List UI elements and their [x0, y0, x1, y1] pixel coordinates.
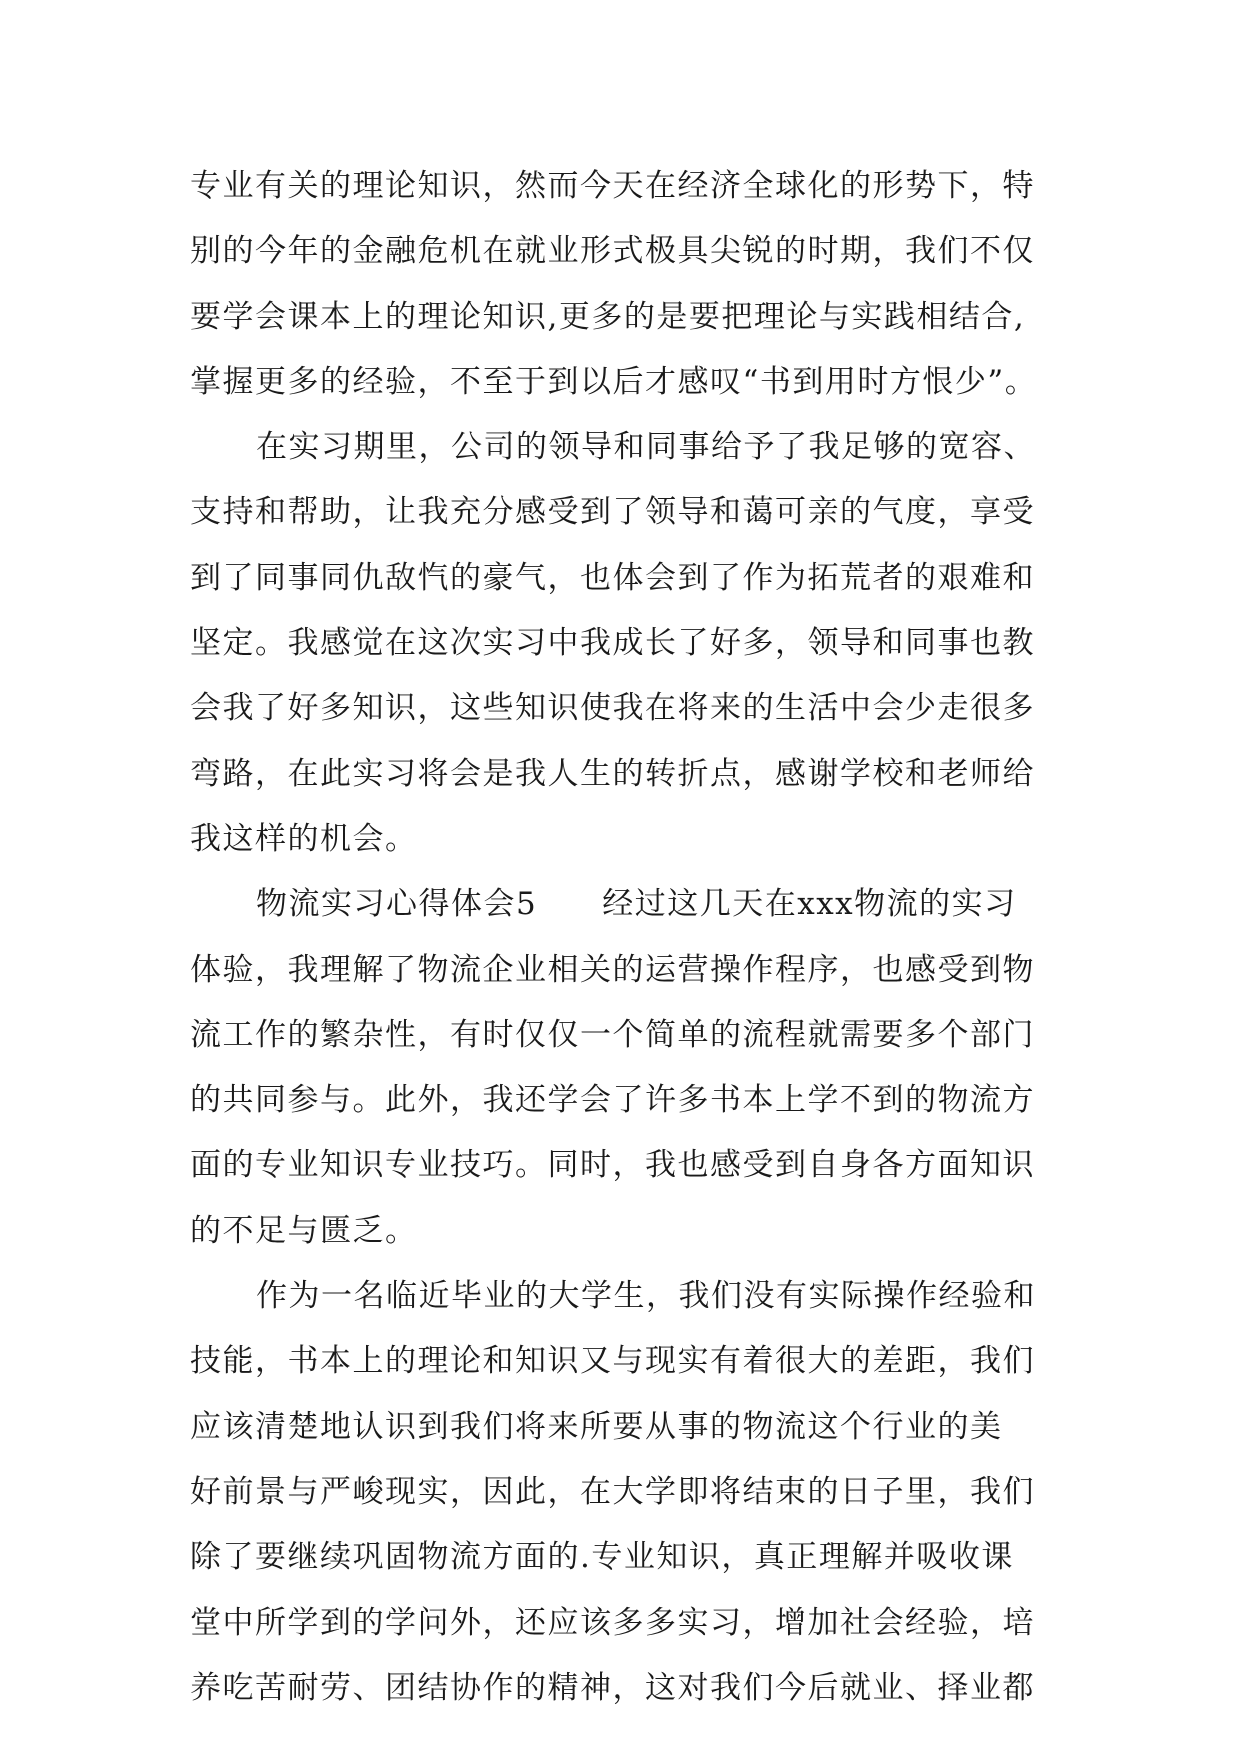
- text-line: 到了同事同仇敌忾的豪气，也体会到了作为拓荒者的艰难和: [190, 559, 1035, 596]
- paragraph-first-line: 作为一名临近毕业的大学生，我们没有实际操作经验和: [256, 1278, 1036, 1315]
- text-line: 的不足与匮乏。: [190, 1212, 418, 1249]
- text-line: 养吃苦耐劳、团结协作的精神，这对我们今后就业、择业都: [190, 1669, 1035, 1706]
- paragraph-first-line: 物流实习心得体会5 经过这几天在xxx物流的实习: [256, 886, 1017, 923]
- text-line: 体验，我理解了物流企业相关的运营操作程序，也感受到物: [190, 951, 1035, 988]
- text-line: 技能，书本上的理论和知识又与现实有着很大的差距，我们: [190, 1343, 1035, 1380]
- text-line: 除了要继续巩固物流方面的.专业知识，真正理解并吸收课: [190, 1539, 1014, 1576]
- text-line: 会我了好多知识，这些知识使我在将来的生活中会少走很多: [190, 690, 1035, 727]
- text-line: 流工作的繁杂性，有时仅仅一个简单的流程就需要多个部门: [190, 1016, 1035, 1053]
- text-line: 掌握更多的经验，不至于到以后才感叹“书到用时方恨少”。: [190, 363, 1038, 400]
- text-line: 应该清楚地认识到我们将来所要从事的物流这个行业的美: [190, 1408, 1003, 1445]
- text-line: 我这样的机会。: [190, 820, 418, 857]
- text-line: 坚定。我感觉在这次实习中我成长了好多，领导和同事也教: [190, 625, 1035, 662]
- text-line: 要学会课本上的理论知识,更多的是要把理论与实践相结合,: [190, 298, 1026, 335]
- text-line: 支持和帮助，让我充分感受到了领导和蔼可亲的气度，享受: [190, 494, 1035, 531]
- text-line: 好前景与严峻现实，因此，在大学即将结束的日子里，我们: [190, 1473, 1035, 1510]
- paragraph-first-line: 在实习期里，公司的领导和同事给予了我足够的宽容、: [256, 429, 1036, 466]
- text-line: 弯路，在此实习将会是我人生的转折点，感谢学校和老师给: [190, 755, 1035, 792]
- text-line: 堂中所学到的学问外，还应该多多实习，增加社会经验，培: [190, 1604, 1035, 1641]
- text-line: 专业有关的理论知识，然而今天在经济全球化的形势下，特: [190, 168, 1035, 204]
- text-line: 面的专业知识专业技巧。同时，我也感受到自身各方面知识: [190, 1147, 1035, 1184]
- text-line: 别的今年的金融危机在就业形式极具尖锐的时期，我们不仅: [190, 233, 1035, 270]
- document-body-text: [190, 154, 1090, 1721]
- text-line: 的共同参与。此外，我还学会了许多书本上学不到的物流方: [190, 1082, 1035, 1119]
